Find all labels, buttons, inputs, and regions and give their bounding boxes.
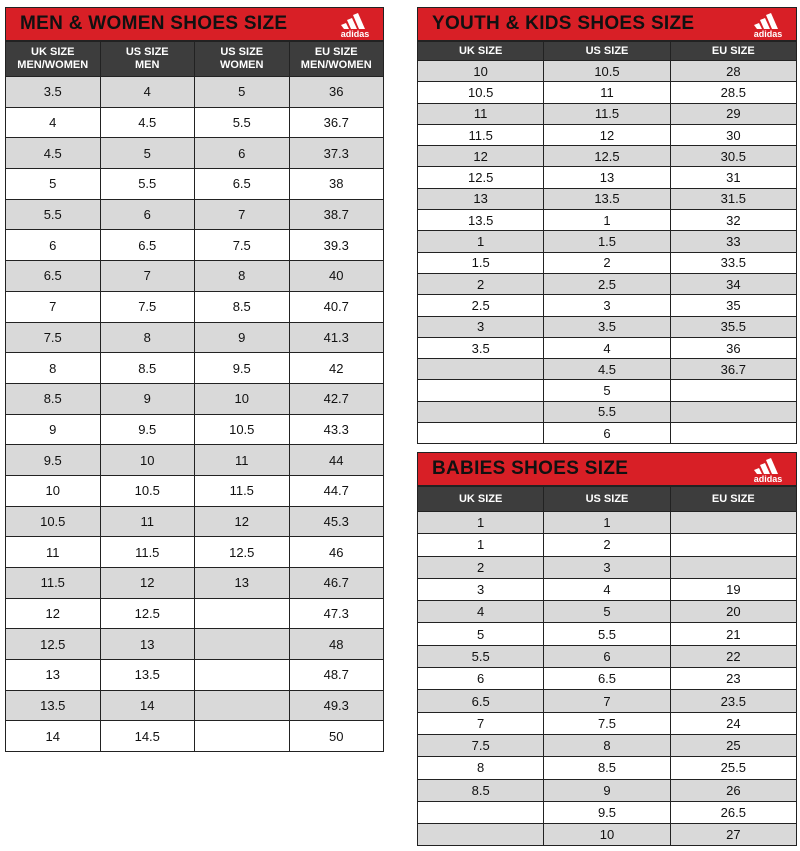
table-cell: 38.7 xyxy=(289,199,384,230)
table-cell: 13.5 xyxy=(544,188,670,209)
table-cell: 9.5 xyxy=(100,414,195,445)
babies-title-bar xyxy=(417,452,797,486)
table-cell: 45.3 xyxy=(289,506,384,537)
table-row xyxy=(418,295,797,316)
table-row xyxy=(418,401,797,422)
table-cell: 3 xyxy=(418,578,544,600)
table-cell xyxy=(418,824,544,846)
table-cell: 5.5 xyxy=(100,169,195,200)
table-cell: 10.5 xyxy=(418,82,544,103)
table-cell xyxy=(195,660,290,691)
table-cell: 6 xyxy=(100,199,195,230)
table-cell: 42.7 xyxy=(289,383,384,414)
table-row xyxy=(6,138,384,169)
table-cell: 9 xyxy=(100,383,195,414)
table-cell: 11.5 xyxy=(100,537,195,568)
table-cell: 36.7 xyxy=(670,359,796,380)
table-cell: 6.5 xyxy=(418,690,544,712)
table-cell: 6.5 xyxy=(6,261,101,292)
table-row xyxy=(6,414,384,445)
table-cell: 9 xyxy=(195,322,290,353)
table-cell: 7.5 xyxy=(195,230,290,261)
table-cell xyxy=(418,801,544,823)
table-cell: 7.5 xyxy=(418,734,544,756)
table-row xyxy=(418,556,797,578)
table-cell: 10 xyxy=(544,824,670,846)
table-cell: 1 xyxy=(418,534,544,556)
table-cell: 12 xyxy=(418,146,544,167)
table-cell: 46.7 xyxy=(289,568,384,599)
table-cell xyxy=(418,401,544,422)
table-cell: 7 xyxy=(100,261,195,292)
table-row xyxy=(6,199,384,230)
table-cell: 8.5 xyxy=(100,353,195,384)
table-row xyxy=(418,103,797,124)
table-row xyxy=(6,353,384,384)
table-cell: 34 xyxy=(670,273,796,294)
babies-size-chart xyxy=(417,452,797,846)
column-header xyxy=(195,42,290,77)
table-cell: 40 xyxy=(289,261,384,292)
table-cell: 28 xyxy=(670,61,796,82)
table-row xyxy=(418,316,797,337)
adidas-logo-text: adidas xyxy=(753,474,783,484)
table-row xyxy=(418,668,797,690)
table-cell xyxy=(195,690,290,721)
table-row xyxy=(6,322,384,353)
table-cell: 10.5 xyxy=(100,475,195,506)
table-cell: 8.5 xyxy=(418,779,544,801)
table-cell: 13 xyxy=(418,188,544,209)
youth-kids-size-chart xyxy=(417,7,797,444)
table-cell: 5.5 xyxy=(418,645,544,667)
table-cell: 12 xyxy=(6,598,101,629)
table-cell: 11 xyxy=(100,506,195,537)
column-header-line: UK SIZE xyxy=(31,46,75,58)
table-row xyxy=(418,337,797,358)
table-cell: 25.5 xyxy=(670,757,796,779)
table-cell: 10 xyxy=(418,61,544,82)
table-cell: 28.5 xyxy=(670,82,796,103)
table-cell: 6.5 xyxy=(195,169,290,200)
table-cell: 12.5 xyxy=(100,598,195,629)
table-cell: 13 xyxy=(195,568,290,599)
table-cell: 11 xyxy=(6,537,101,568)
table-cell: 7 xyxy=(6,291,101,322)
table-cell: 47.3 xyxy=(289,598,384,629)
table-cell: 4.5 xyxy=(544,359,670,380)
table-row xyxy=(418,534,797,556)
table-cell: 10.5 xyxy=(544,61,670,82)
table-cell: 12.5 xyxy=(544,146,670,167)
table-cell: 1 xyxy=(544,210,670,231)
table-cell: 48 xyxy=(289,629,384,660)
table-row xyxy=(418,734,797,756)
table-cell: 23 xyxy=(670,668,796,690)
table-cell: 5 xyxy=(418,623,544,645)
table-row xyxy=(6,445,384,476)
table-row xyxy=(418,578,797,600)
table-row xyxy=(418,61,797,82)
table-cell xyxy=(670,534,796,556)
table-cell: 1 xyxy=(418,231,544,252)
table-cell: 3.5 xyxy=(418,337,544,358)
table-row xyxy=(418,188,797,209)
table-row xyxy=(418,623,797,645)
table-cell: 9 xyxy=(544,779,670,801)
table-cell: 24 xyxy=(670,712,796,734)
table-cell: 12 xyxy=(100,568,195,599)
table-cell: 1.5 xyxy=(418,252,544,273)
table-row xyxy=(418,380,797,401)
table-cell: 12.5 xyxy=(195,537,290,568)
column-header-line: MEN/WOMEN xyxy=(17,59,89,71)
table-row xyxy=(6,291,384,322)
table-cell xyxy=(195,629,290,660)
table-cell: 9.5 xyxy=(544,801,670,823)
table-cell: 10.5 xyxy=(6,506,101,537)
table-cell: 32 xyxy=(670,210,796,231)
table-cell xyxy=(418,359,544,380)
table-row xyxy=(418,231,797,252)
table-cell: 13.5 xyxy=(100,660,195,691)
table-cell: 6 xyxy=(418,668,544,690)
table-cell: 4 xyxy=(544,337,670,358)
table-cell: 43.3 xyxy=(289,414,384,445)
table-row xyxy=(418,124,797,145)
table-cell: 6 xyxy=(544,423,670,444)
table-cell: 21 xyxy=(670,623,796,645)
adidas-logo-icon xyxy=(748,11,788,39)
table-cell: 1 xyxy=(418,512,544,534)
table-row xyxy=(418,757,797,779)
table-cell: 40.7 xyxy=(289,291,384,322)
table-row xyxy=(418,146,797,167)
table-cell: 49.3 xyxy=(289,690,384,721)
table-cell: 3.5 xyxy=(6,77,101,108)
table-cell: 2.5 xyxy=(544,273,670,294)
table-cell: 14.5 xyxy=(100,721,195,752)
table-cell: 13.5 xyxy=(6,690,101,721)
table-cell: 10 xyxy=(195,383,290,414)
table-row xyxy=(418,273,797,294)
table-cell xyxy=(670,423,796,444)
table-row xyxy=(6,475,384,506)
men-women-title-bar xyxy=(5,7,384,41)
column-header: US SIZE xyxy=(544,487,670,512)
table-cell xyxy=(670,512,796,534)
table-cell: 10.5 xyxy=(195,414,290,445)
table-cell: 7.5 xyxy=(100,291,195,322)
table-cell xyxy=(195,721,290,752)
table-cell: 36 xyxy=(289,77,384,108)
table-cell: 5 xyxy=(544,380,670,401)
table-cell: 11.5 xyxy=(418,124,544,145)
table-cell: 11 xyxy=(544,82,670,103)
table-cell: 26 xyxy=(670,779,796,801)
table-cell: 4 xyxy=(418,601,544,623)
table-cell: 44.7 xyxy=(289,475,384,506)
table-row xyxy=(6,660,384,691)
table-row xyxy=(6,383,384,414)
table-cell: 6 xyxy=(544,645,670,667)
table-cell: 37.3 xyxy=(289,138,384,169)
table-cell: 41.3 xyxy=(289,322,384,353)
table-cell: 8 xyxy=(544,734,670,756)
table-cell: 33.5 xyxy=(670,252,796,273)
table-row xyxy=(6,107,384,138)
table-cell: 7.5 xyxy=(544,712,670,734)
table-row xyxy=(418,824,797,846)
column-header: UK SIZE xyxy=(418,42,544,61)
table-cell: 48.7 xyxy=(289,660,384,691)
column-header: EU SIZE xyxy=(670,487,796,512)
table-row xyxy=(418,645,797,667)
table-row xyxy=(418,82,797,103)
table-cell: 5.5 xyxy=(544,623,670,645)
table-cell: 6.5 xyxy=(544,668,670,690)
table-cell: 19 xyxy=(670,578,796,600)
table-row xyxy=(6,721,384,752)
table-cell: 2 xyxy=(418,556,544,578)
babies-title: BABIES SHOES SIZE xyxy=(432,458,629,479)
table-cell: 10 xyxy=(100,445,195,476)
table-row xyxy=(418,801,797,823)
table-cell: 7 xyxy=(418,712,544,734)
table-cell: 27 xyxy=(670,824,796,846)
table-row xyxy=(418,423,797,444)
table-row xyxy=(6,629,384,660)
men-women-title: MEN & WOMEN SHOES SIZE xyxy=(20,13,288,34)
column-header-line: MEN/WOMEN xyxy=(300,59,372,71)
table-row xyxy=(6,598,384,629)
table-cell: 5 xyxy=(6,169,101,200)
table-cell: 10 xyxy=(6,475,101,506)
table-cell: 9 xyxy=(6,414,101,445)
table-cell: 11.5 xyxy=(6,568,101,599)
table-cell: 11.5 xyxy=(544,103,670,124)
table-row xyxy=(6,537,384,568)
men-women-size-chart xyxy=(5,7,384,752)
table-cell: 13 xyxy=(544,167,670,188)
table-cell: 44 xyxy=(289,445,384,476)
table-cell: 5.5 xyxy=(6,199,101,230)
table-cell: 35 xyxy=(670,295,796,316)
table-cell: 8.5 xyxy=(6,383,101,414)
table-cell: 31.5 xyxy=(670,188,796,209)
table-cell: 42 xyxy=(289,353,384,384)
table-cell: 13 xyxy=(6,660,101,691)
header-row xyxy=(6,42,384,77)
table-cell: 7 xyxy=(544,690,670,712)
table-cell: 36 xyxy=(670,337,796,358)
men-women-table xyxy=(5,41,384,752)
adidas-logo-text: adidas xyxy=(340,29,370,39)
table-cell: 11.5 xyxy=(195,475,290,506)
table-cell: 14 xyxy=(6,721,101,752)
table-cell: 8 xyxy=(100,322,195,353)
table-cell: 30.5 xyxy=(670,146,796,167)
adidas-logo-text: adidas xyxy=(753,29,783,39)
table-cell: 5 xyxy=(544,601,670,623)
table-cell: 1 xyxy=(544,512,670,534)
table-cell: 38 xyxy=(289,169,384,200)
column-header-line: MEN xyxy=(135,59,160,71)
table-cell: 39.3 xyxy=(289,230,384,261)
table-row xyxy=(418,690,797,712)
table-cell: 2.5 xyxy=(418,295,544,316)
table-cell: 26.5 xyxy=(670,801,796,823)
table-cell: 9.5 xyxy=(195,353,290,384)
table-cell: 11 xyxy=(195,445,290,476)
table-cell: 3.5 xyxy=(544,316,670,337)
adidas-logo-icon xyxy=(748,456,788,484)
table-cell: 6.5 xyxy=(100,230,195,261)
table-row xyxy=(418,712,797,734)
table-cell xyxy=(670,401,796,422)
table-cell: 20 xyxy=(670,601,796,623)
table-row xyxy=(6,690,384,721)
table-cell: 2 xyxy=(418,273,544,294)
table-cell: 30 xyxy=(670,124,796,145)
table-cell: 50 xyxy=(289,721,384,752)
table-cell: 11 xyxy=(418,103,544,124)
table-cell: 35.5 xyxy=(670,316,796,337)
table-row xyxy=(6,230,384,261)
table-cell: 22 xyxy=(670,645,796,667)
table-cell: 4.5 xyxy=(6,138,101,169)
table-cell: 5 xyxy=(100,138,195,169)
table-row xyxy=(6,169,384,200)
table-cell: 7 xyxy=(195,199,290,230)
table-cell: 46 xyxy=(289,537,384,568)
table-cell: 23.5 xyxy=(670,690,796,712)
column-header-line: US SIZE xyxy=(220,46,264,58)
youth-kids-title: YOUTH & KIDS SHOES SIZE xyxy=(432,13,695,34)
table-cell: 4 xyxy=(544,578,670,600)
table-cell: 4 xyxy=(6,107,101,138)
column-header xyxy=(6,42,101,77)
table-cell xyxy=(418,423,544,444)
table-cell: 8 xyxy=(195,261,290,292)
table-row xyxy=(6,77,384,108)
table-cell: 9.5 xyxy=(6,445,101,476)
header-row xyxy=(418,42,797,61)
table-cell: 7.5 xyxy=(6,322,101,353)
column-header-line: WOMEN xyxy=(220,59,264,71)
table-cell: 8 xyxy=(6,353,101,384)
table-cell: 13.5 xyxy=(418,210,544,231)
babies-table xyxy=(417,486,797,846)
table-cell: 12.5 xyxy=(6,629,101,660)
table-cell: 12 xyxy=(195,506,290,537)
table-row xyxy=(418,167,797,188)
table-cell: 6 xyxy=(195,138,290,169)
table-cell: 29 xyxy=(670,103,796,124)
table-cell: 3 xyxy=(544,295,670,316)
column-header-line: EU SIZE xyxy=(314,46,358,58)
column-header: UK SIZE xyxy=(418,487,544,512)
table-row xyxy=(418,252,797,273)
column-header: US SIZE xyxy=(544,42,670,61)
table-row xyxy=(418,210,797,231)
column-header: EU SIZE xyxy=(670,42,796,61)
table-row xyxy=(6,568,384,599)
table-cell: 6 xyxy=(6,230,101,261)
table-row xyxy=(6,506,384,537)
column-header xyxy=(100,42,195,77)
table-cell xyxy=(670,556,796,578)
table-cell: 12 xyxy=(544,124,670,145)
table-cell: 25 xyxy=(670,734,796,756)
table-cell xyxy=(195,598,290,629)
table-cell: 13 xyxy=(100,629,195,660)
table-row xyxy=(6,261,384,292)
table-row xyxy=(418,359,797,380)
table-row xyxy=(418,779,797,801)
table-row xyxy=(418,601,797,623)
table-cell: 12.5 xyxy=(418,167,544,188)
youth-kids-title-bar xyxy=(417,7,797,41)
table-row xyxy=(418,512,797,534)
youth-kids-table xyxy=(417,41,797,444)
table-cell: 14 xyxy=(100,690,195,721)
table-cell: 33 xyxy=(670,231,796,252)
table-cell xyxy=(418,380,544,401)
table-cell: 2 xyxy=(544,534,670,556)
table-cell: 3 xyxy=(544,556,670,578)
adidas-logo-icon xyxy=(335,11,375,39)
table-cell: 3 xyxy=(418,316,544,337)
table-cell xyxy=(670,380,796,401)
table-cell: 1.5 xyxy=(544,231,670,252)
header-row xyxy=(418,487,797,512)
table-cell: 36.7 xyxy=(289,107,384,138)
table-cell: 4.5 xyxy=(100,107,195,138)
table-cell: 5.5 xyxy=(544,401,670,422)
table-cell: 8 xyxy=(418,757,544,779)
table-cell: 5 xyxy=(195,77,290,108)
table-cell: 2 xyxy=(544,252,670,273)
table-cell: 8.5 xyxy=(544,757,670,779)
column-header xyxy=(289,42,384,77)
table-cell: 5.5 xyxy=(195,107,290,138)
table-cell: 8.5 xyxy=(195,291,290,322)
column-header-line: US SIZE xyxy=(125,46,169,58)
table-cell: 4 xyxy=(100,77,195,108)
table-cell: 31 xyxy=(670,167,796,188)
